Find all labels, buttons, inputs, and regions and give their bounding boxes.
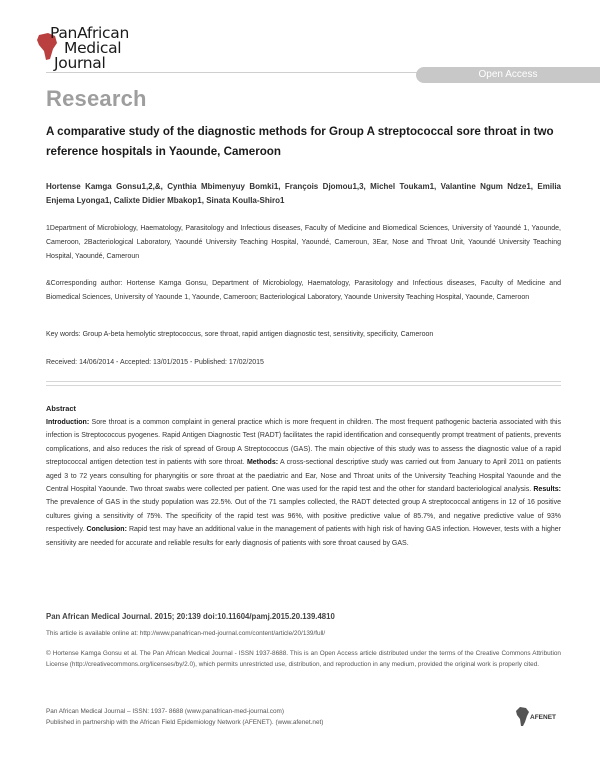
logo-line-3: Journal: [54, 54, 106, 72]
afenet-label: AFENET: [530, 714, 556, 721]
divider-bottom: [46, 385, 561, 386]
abstract-body: [46, 416, 561, 550]
citation: Pan African Medical Journal. 2015; 20:139 doi:10.11604/pamj.2015.20.139.4810: [46, 612, 335, 621]
footer-line-2: Published in partnership with the African Field Epidemiology Network (AFENET). (www.afenet.net): [46, 719, 324, 726]
license-text: © Hortense Kamga Gonsu et al. The Pan African Medical Journal - ISSN 1937-8688. This is an Open Access article distributed under the terms of the Creative Commons Attribution License (http://creativecommons.org/licenses/by/2.0), which permits unrestricted use, distribution, and reproduction in any medium, provided the original work is properly cited.: [46, 650, 561, 668]
afenet-logo-icon: [506, 706, 556, 728]
methods-text: A cross-sectional descriptive study was carried out from January to April 2011 on patients aged 3 to 72 years consulting for pharyngitis or sore throat at the paediatric and Ear, Nose and Throat units of the University Teaching Hospital Yaounde and the Central Hospital Yaounde. Two throat swabs were collected per patient. One was used for the rapid test and the other for standard bacteriological analysis.: [46, 459, 562, 494]
intro-text: Sore throat is a common complaint in general practice which is more frequent in children. The most frequent pathogenic bacteria associated with this infection is Streptococcus pyogenes. Rapid Antigen Diagnostic Test (RADT) facilitates the rapid identification and consequently prompt treatment of patients, prevents complications, and also reduces the risk of spread of Group A Streptococcus (GAS). The main objective of this study was to assess the diagnostic value of a rapid streptococcal antigen detection test in patients with sore throat.: [46, 419, 561, 467]
logo-line-1: PanAfrican: [50, 24, 130, 42]
conclusion-text: Rapid test may have an additional value in the management of patients with high risk of having GAS infection. However, tests with a higher sensitivity are needed for accurate and reliable results for early diagnosis of patients with sore throat caused by GAS.: [46, 526, 561, 547]
author-list: Hortense Kamga Gonsu1,2,&, Cynthia Mbimenyuy Bomki1, François Djomou1,3, Michel Toukam1, Valantine Ngum Ndze1, Emilia Enjema Lyonga1, Calixte Didier Mbakop1, Sinata Koulla-Shiro1: [46, 182, 561, 205]
footer: [46, 706, 323, 728]
results-label: Results:: [533, 486, 561, 494]
methods-label: Methods:: [246, 459, 279, 467]
intro-label: Introduction:: [46, 419, 90, 426]
section-label: Research: [46, 86, 147, 111]
divider-top: [46, 381, 561, 382]
affiliations: 1Department of Microbiology, Haematology, Parasitology and Infectious diseases, Faculty of Medicine and Biomedical Sciences, University of Yaoundé 1, Yaounde, Cameroon, 2Bacteriological Laboratory, Yaoundé University Teaching Hospital, Yaoundé, Cameroun, 3Ear, Nose and Throat Unit, Yaoundé University Teaching Hospital, Yaoundé, Cameroun: [46, 225, 561, 260]
footer-line-1: Pan African Medical Journal – ISSN: 1937- 8688 (www.panafrican-med-journal.com): [46, 708, 284, 715]
open-access-badge: Open Access: [416, 67, 600, 83]
logo-line-2: Medical: [64, 39, 122, 57]
results-text: The prevalence of GAS in the study population was 22.5%. Out of the 71 samples collected, the RADT detected group A streptococcal antigens in 12 of 16 positive cultures giving a sensitivity of 75%. The specificity of the rapid test was 96%, with positive predictive value of 85.7%, and negative predictive value of 93% respectively.: [46, 499, 561, 534]
abstract-heading: Abstract: [46, 404, 76, 413]
availability-link[interactable]: This article is available online at: http://www.panafrican-med-journal.com/content/article/20/139/full/: [46, 630, 326, 637]
journal-logo: [46, 26, 136, 71]
keywords: Key words: Group A-beta hemolytic streptococcus, sore throat, rapid antigen diagnostic test, sensitivity, specificity, Cameroon: [46, 331, 434, 338]
corresponding-author: &Corresponding author: Hortense Kamga Gonsu, Department of Microbiology, Haematology, Parasitology and Infectious diseases, Faculty of Medicine and Biomedical Sciences, University of Yaounde 1, Yaounde, Cameroon; Bacteriological Laboratory, Yaounde University Teaching Hospital, Yaounde, Cameroon: [46, 280, 561, 301]
publication-dates: Received: 14/06/2014 - Accepted: 13/01/2015 - Published: 17/02/2015: [46, 359, 264, 366]
article-title: A comparative study of the diagnostic methods for Group A streptococcal sore throat in two reference hospitals in Yaounde, Cameroon: [46, 125, 554, 158]
conclusion-label: Conclusion:: [86, 526, 127, 534]
